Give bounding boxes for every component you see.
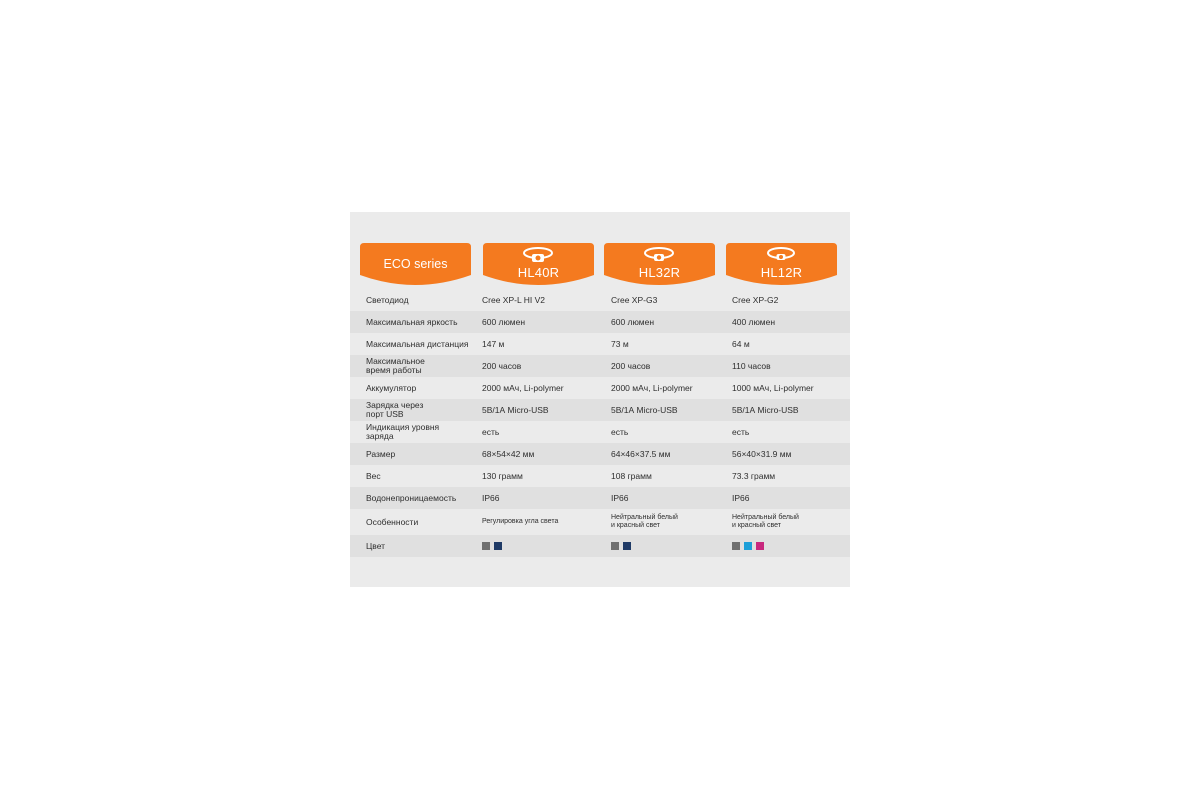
hl12r-value: 110 часов bbox=[732, 360, 771, 371]
color-swatch bbox=[494, 542, 502, 550]
series-label: ECO series bbox=[383, 257, 448, 271]
color-row bbox=[350, 535, 850, 557]
spec-sheet bbox=[350, 212, 850, 587]
row-label: Особенности bbox=[366, 516, 419, 527]
table-row bbox=[350, 311, 850, 333]
headlamp-icon bbox=[643, 246, 675, 264]
hl40r-value: 130 грамм bbox=[482, 470, 523, 481]
color-swatch bbox=[482, 542, 490, 550]
row-label: Размер bbox=[366, 448, 396, 459]
hl40r-value: Регулировка угла света bbox=[482, 518, 559, 525]
hl32r-value: есть bbox=[611, 426, 629, 437]
table-row bbox=[350, 289, 850, 311]
hl40r-value: Cree XP-L HI V2 bbox=[482, 294, 545, 305]
table-row bbox=[350, 377, 850, 399]
table-row bbox=[350, 443, 850, 465]
row-label: Водонепроницаемость bbox=[366, 492, 457, 503]
hl40r-value: 68×54×42 мм bbox=[482, 448, 535, 459]
row-label: Максимальная дистанция bbox=[366, 338, 469, 349]
headlamp-icon bbox=[765, 246, 797, 264]
row-label: Цвет bbox=[366, 540, 386, 551]
hl32r-value: Cree XP-G3 bbox=[611, 294, 658, 305]
headlamp-icon bbox=[522, 246, 554, 264]
color-swatch bbox=[732, 542, 740, 550]
eco-series-banner bbox=[360, 243, 471, 290]
hl12r-value: 1000 мАч, Li-polymer bbox=[732, 382, 814, 393]
hl32r-value: 64×46×37.5 мм bbox=[611, 448, 671, 459]
hl40r-value: 147 м bbox=[482, 338, 505, 349]
hl32r-value: 2000 мАч, Li-polymer bbox=[611, 382, 693, 393]
swatch-group bbox=[732, 542, 764, 550]
hl32r-color-swatches bbox=[611, 535, 729, 557]
hl12r-value: есть bbox=[732, 426, 750, 437]
hl12r-value: Нейтральный белый и красный свет bbox=[732, 514, 799, 529]
hl40r-value: есть bbox=[482, 426, 500, 437]
table-row bbox=[350, 355, 850, 377]
row-label: Вес bbox=[366, 470, 381, 481]
hl12r-value: IP66 bbox=[732, 492, 750, 503]
hl12r-value: Cree XP-G2 bbox=[732, 294, 779, 305]
hl12r-value: 64 м bbox=[732, 338, 750, 349]
swatch-group bbox=[611, 542, 631, 550]
hl32r-value: 73 м bbox=[611, 338, 629, 349]
swatch-group bbox=[482, 542, 502, 550]
product-header-hl40r bbox=[483, 243, 594, 290]
color-swatch bbox=[611, 542, 619, 550]
hl40r-color-swatches bbox=[482, 535, 600, 557]
hl40r-value: 600 люмен bbox=[482, 316, 526, 327]
hl32r-value: 108 грамм bbox=[611, 470, 652, 481]
hl32r-value: 200 часов bbox=[611, 360, 651, 371]
hl12r-value: 400 люмен bbox=[732, 316, 776, 327]
hl12r-color-swatches bbox=[732, 535, 850, 557]
hl40r-value: 200 часов bbox=[482, 360, 522, 371]
table-row bbox=[350, 509, 850, 535]
product-header-hl12r bbox=[726, 243, 837, 290]
table-row bbox=[350, 465, 850, 487]
hl40r-value: 2000 мАч, Li-polymer bbox=[482, 382, 564, 393]
table-row bbox=[350, 333, 850, 355]
table-row bbox=[350, 421, 850, 443]
table-row bbox=[350, 399, 850, 421]
color-swatch bbox=[756, 542, 764, 550]
row-label: Индикация уровня заряда bbox=[366, 422, 440, 441]
hl32r-value: 5В/1А Micro-USB bbox=[611, 404, 678, 415]
hl12r-value: 73.3 грамм bbox=[732, 470, 776, 481]
product-name: HL40R bbox=[517, 265, 560, 280]
product-name: HL12R bbox=[760, 265, 803, 280]
hl32r-value: IP66 bbox=[611, 492, 629, 503]
hl12r-value: 56×40×31.9 мм bbox=[732, 448, 792, 459]
table-row bbox=[350, 487, 850, 509]
hl12r-value: 5В/1А Micro-USB bbox=[732, 404, 799, 415]
row-label: Светодиод bbox=[366, 294, 409, 305]
row-label: Максимальное время работы bbox=[366, 356, 425, 375]
color-swatch bbox=[744, 542, 752, 550]
color-swatch bbox=[623, 542, 631, 550]
row-label: Максимальная яркость bbox=[366, 316, 458, 327]
row-label: Зарядка через порт USB bbox=[366, 400, 424, 419]
product-name: HL32R bbox=[638, 265, 681, 280]
hl32r-value: Нейтральный белый и красный свет bbox=[611, 514, 678, 529]
hl40r-value: IP66 bbox=[482, 492, 500, 503]
hl32r-value: 600 люмен bbox=[611, 316, 655, 327]
row-label: Аккумулятор bbox=[366, 382, 417, 393]
hl40r-value: 5В/1А Micro-USB bbox=[482, 404, 549, 415]
product-header-hl32r bbox=[604, 243, 715, 290]
